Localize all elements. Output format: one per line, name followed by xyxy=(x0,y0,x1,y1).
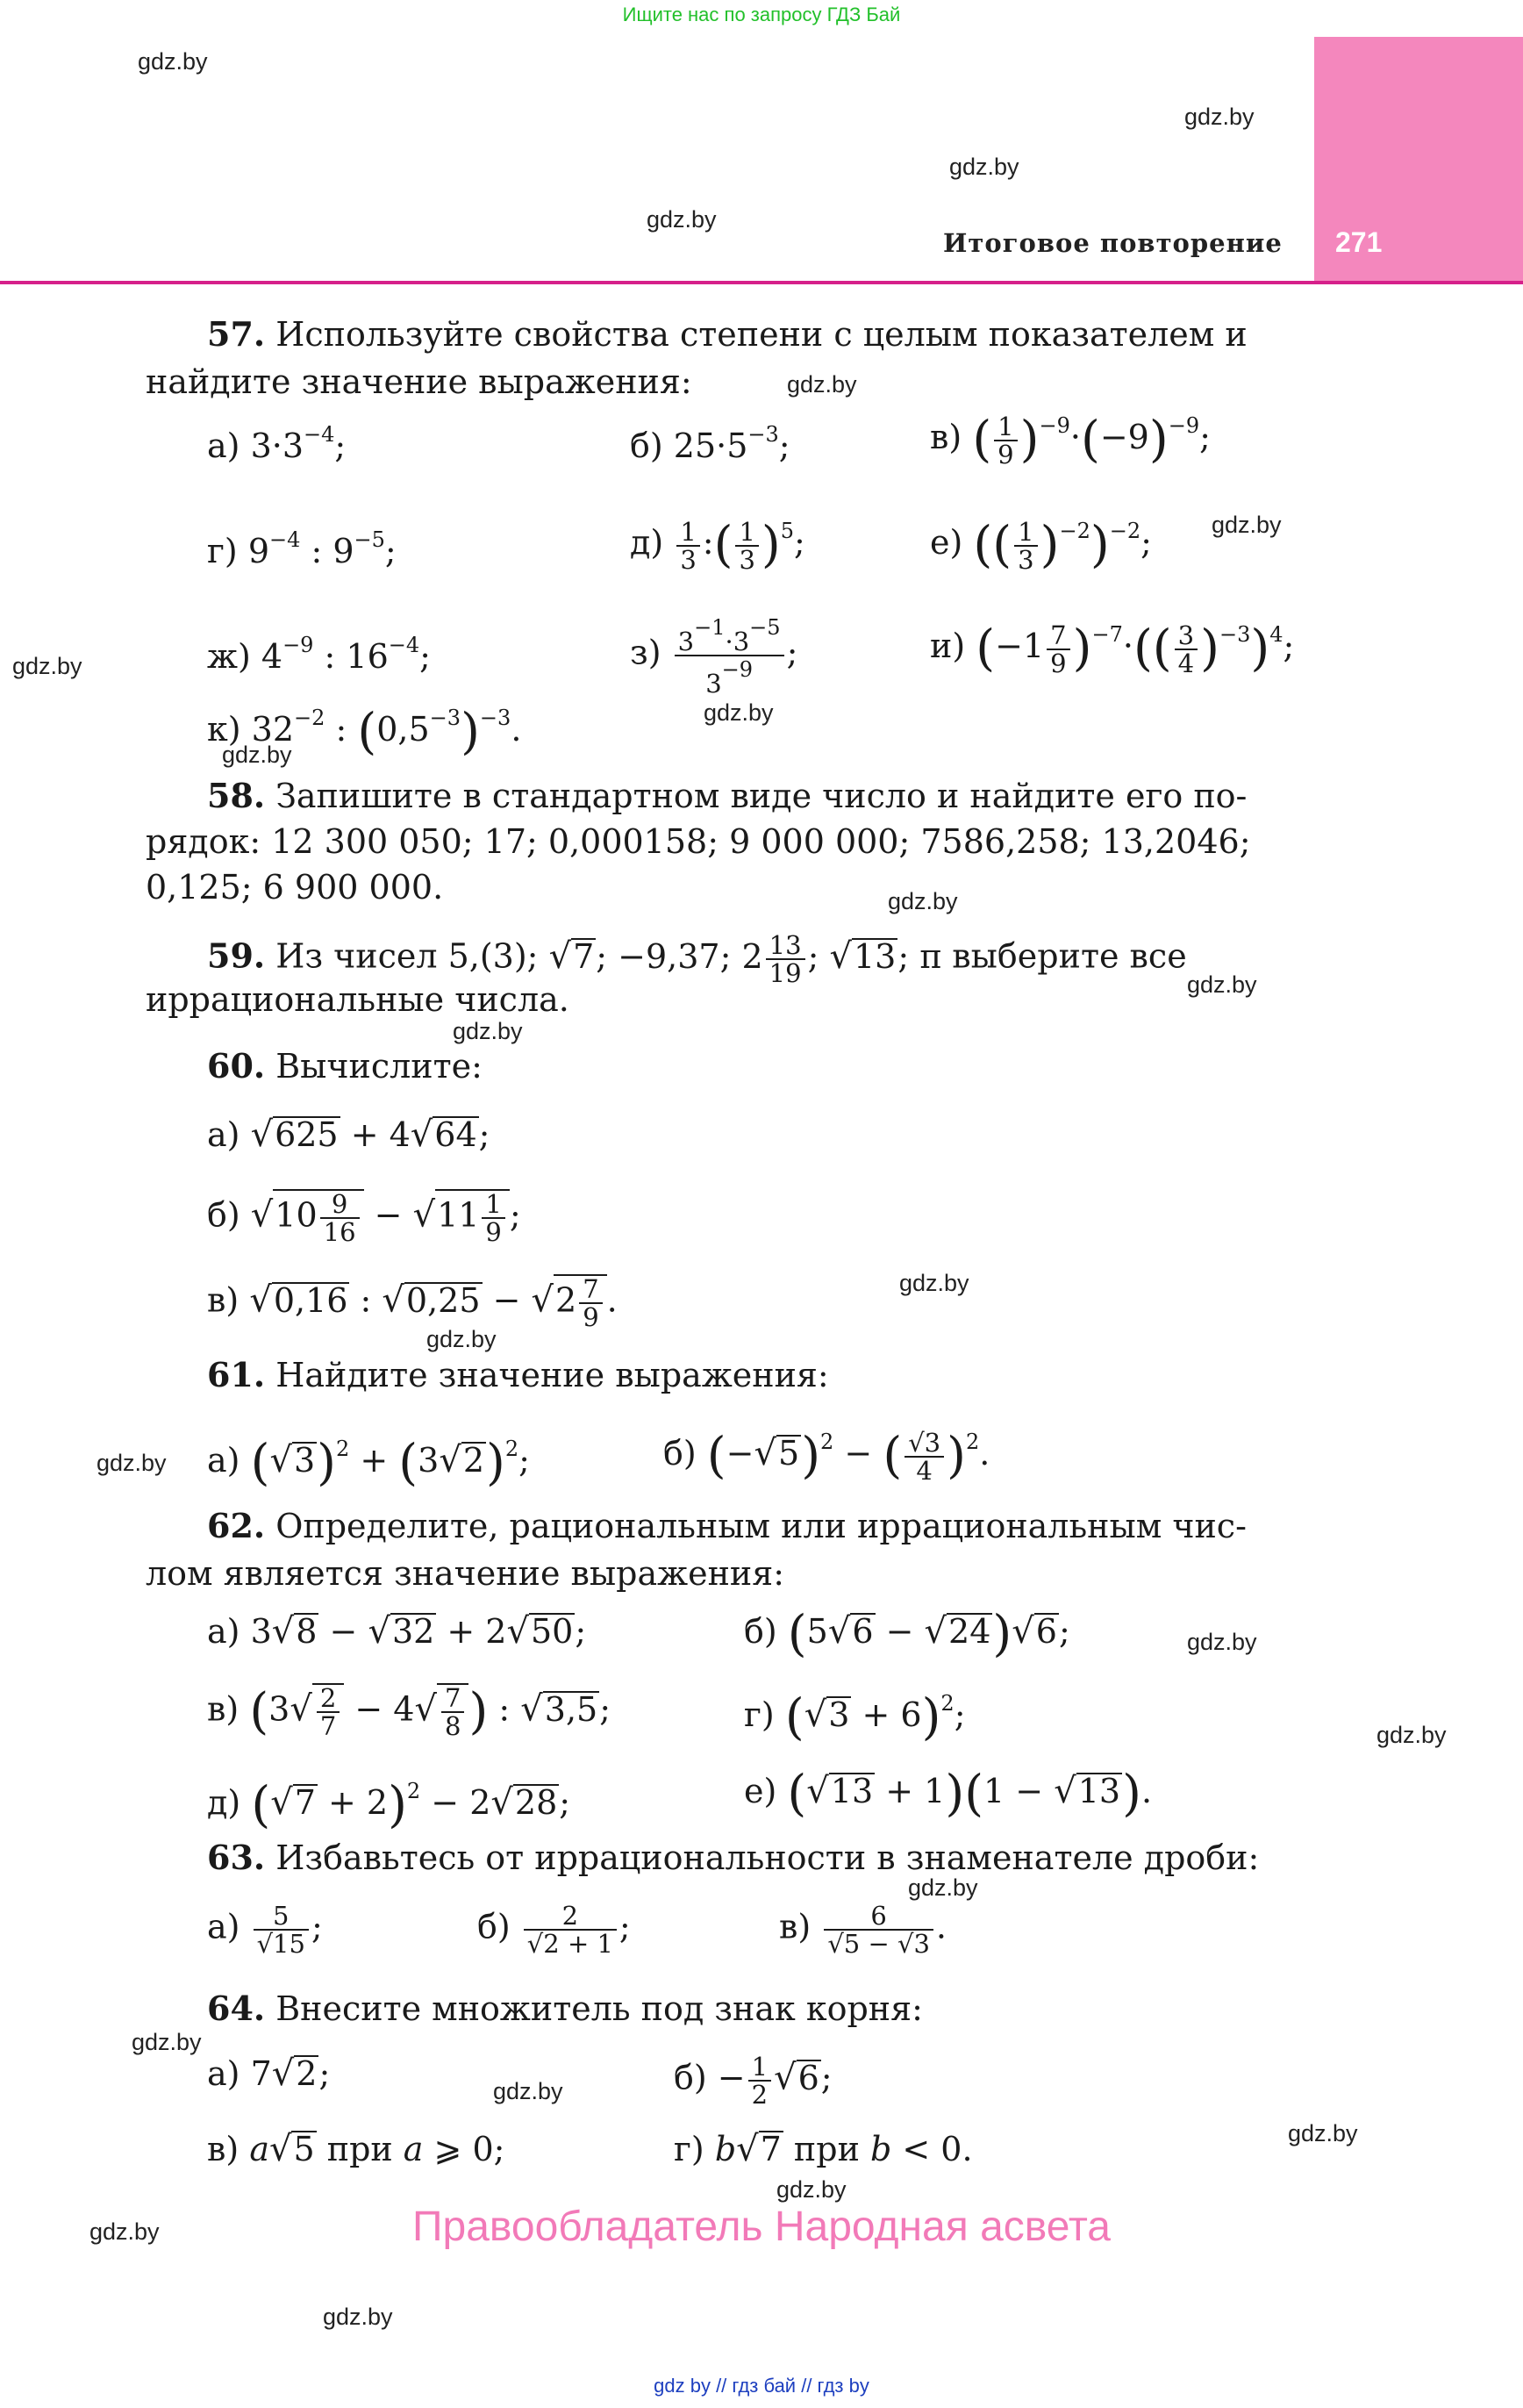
problem-number: 57. xyxy=(207,314,266,354)
problem-text: Избавьтесь от иррациональности в знаменателе дроби: xyxy=(275,1838,1260,1877)
expr-57z: з) $\frac{3^{-1}\cdot 3^{-5}}{3^{-9}}$ ; xyxy=(630,615,798,699)
expr-57zh: ж) $4^{-9}$ : $16^{-4}$; xyxy=(207,633,431,676)
problem-58-line2: рядок: 12 300 050; 17; 0,000158; 9 000 000; 7586,258; 13,2046; xyxy=(146,822,1251,861)
expr-63a: а) $\frac{5}{√15}$ ; xyxy=(207,1901,323,1959)
problem-text: Используйте свойства степени с целым показателем и xyxy=(275,315,1248,354)
item-label: з) xyxy=(630,633,661,672)
problem-62-line2: лом является значение выражения: xyxy=(146,1554,785,1593)
problem-number: 62. xyxy=(207,1506,266,1545)
item-label: в) xyxy=(207,1280,240,1320)
problem-61-title xyxy=(207,1355,829,1395)
item-label: б) xyxy=(744,1612,777,1651)
expr-60b: б) √10 $\frac{9}{16}$ − √11 $\frac{1}{9}$ ; xyxy=(207,1189,521,1247)
watermark: gdz.by xyxy=(1288,2120,1358,2146)
section-title: Итоговое повторение xyxy=(943,228,1283,258)
expr-61a: а) $(√3)^2 + (3√2)^2$; xyxy=(207,1434,530,1492)
expr-60v: в) √0,16 : √0,25 − √2 $\frac{7}{9}$ . xyxy=(207,1274,618,1332)
expr-60a: а) √625 + 4√64; xyxy=(207,1114,490,1155)
item-label: д) xyxy=(207,1783,241,1822)
item-label: б) xyxy=(630,426,663,465)
expr-62b: б) (5√6 − √24)√6; xyxy=(744,1605,1070,1663)
item-label: д) xyxy=(630,523,664,562)
item-label: б) xyxy=(663,1434,697,1473)
item-label: г) xyxy=(744,1695,775,1734)
problem-text: Внесите множитель под знак корня: xyxy=(275,1989,923,2028)
item-label: а) xyxy=(207,2054,240,2093)
expr-64b: б) − $\frac{1}{2}$ √6; xyxy=(674,2052,833,2110)
item-label: а) xyxy=(207,1441,240,1480)
watermark: gdz.by xyxy=(787,371,857,398)
problem-text: выберите все xyxy=(952,936,1187,976)
item-label: и) xyxy=(930,627,966,665)
problem-number: 58. xyxy=(207,776,266,815)
item-label: а) xyxy=(207,426,240,465)
expr-64v: в) a√5 при a ⩾ 0; xyxy=(207,2129,505,2169)
expr-57d: д) $\frac{1}{3}$ :( $\frac{1}{3}$ )$^5$; xyxy=(630,516,805,575)
problem-number: 61. xyxy=(207,1355,266,1394)
expr-62g: г) $(√3 + 6)^2$; xyxy=(744,1688,966,1746)
watermark: gdz.by xyxy=(1184,104,1255,130)
problem-59-line1 xyxy=(207,932,1187,986)
watermark: gdz.by xyxy=(888,888,958,914)
problem-60-title xyxy=(207,1046,483,1086)
expr-57k: к) $32^{-2}$ : $(0,5^{-3})^{-3}$. xyxy=(207,703,522,761)
watermark: gdz.by xyxy=(704,699,774,726)
watermark: gdz.by xyxy=(426,1326,497,1352)
item-label: б) xyxy=(207,1195,240,1235)
expr-62e: е) (√13 + 1)(1 − √13). xyxy=(744,1765,1153,1823)
problem-text: Вычислите: xyxy=(275,1047,483,1086)
problem-number: 59. xyxy=(207,935,266,976)
expr-57a: а) $3\cdot 3^{-4}$; xyxy=(207,422,347,465)
problem-62-line1 xyxy=(207,1506,1247,1546)
item-label: а) xyxy=(207,1612,240,1651)
watermark: gdz.by xyxy=(89,2218,160,2245)
watermark: gdz.by xyxy=(1376,1722,1447,1748)
problem-text: Определите, рациональным или иррациональным чис- xyxy=(275,1507,1247,1545)
expr-63b: б) $\frac{2}{√2 + 1}$ ; xyxy=(477,1901,631,1959)
watermark: gdz.by xyxy=(453,1018,523,1044)
expr-57e: е) (( $\frac{1}{3}$ )$^{-2}$)$^{-2}$; xyxy=(930,516,1152,575)
problem-58-line3: 0,125; 6 900 000. xyxy=(146,868,444,907)
item-label: ж) xyxy=(207,637,251,676)
expr-62v: в) (3√ $\frac{2}{7}$ − 4√ $\frac{7}{8}$ ) : √3,5; xyxy=(207,1683,611,1741)
expr-61b: б) $(-√5)^2$ − ( $\frac{√3}{4}$ )$^2$. xyxy=(663,1427,990,1486)
watermark: gdz.by xyxy=(12,653,82,679)
item-label: в) xyxy=(207,2130,240,2168)
item-label: в) xyxy=(930,418,962,456)
item-label: г) xyxy=(674,2130,704,2168)
item-label: а) xyxy=(207,1115,240,1154)
item-label: в) xyxy=(779,1907,812,1946)
watermark: gdz.by xyxy=(323,2304,393,2330)
item-label: к) xyxy=(207,710,241,749)
expr-62d: д) $(√7 + 2)^2 - 2√28$; xyxy=(207,1776,571,1834)
item-label: б) xyxy=(477,1907,511,1946)
problem-63-title xyxy=(207,1838,1259,1878)
expr-57b: б) $25\cdot 5^{-3}$; xyxy=(630,422,790,465)
item-label: в) xyxy=(207,1689,240,1729)
watermark: gdz.by xyxy=(1187,1629,1257,1655)
problem-57-line1 xyxy=(207,314,1248,355)
watermark: gdz.by xyxy=(908,1874,978,1901)
problem-64-title xyxy=(207,1989,923,2029)
watermark: gdz.by xyxy=(647,206,717,233)
problem-text: Из чисел 5,(3); xyxy=(275,936,539,976)
problem-59-line2: иррациональные числа. xyxy=(146,980,569,1019)
expr-64a: а) 7√2; xyxy=(207,2053,331,2094)
watermark: gdz.by xyxy=(1212,512,1282,538)
problem-text: Найдите значение выражения: xyxy=(275,1356,829,1394)
watermark: gdz.by xyxy=(138,48,208,75)
expr-57i: и) (−1 $\frac{7}{9}$ )$^{-7}$·(( $\frac{3}{4}$ )$^{-3}$)$^4$; xyxy=(930,620,1295,678)
expr-57g: г) $9^{-4}$ : $9^{-5}$; xyxy=(207,527,397,570)
watermark: gdz.by xyxy=(949,154,1019,180)
header-divider xyxy=(0,281,1523,284)
math-list: √7; −9,37; 2 $\frac{13}{19}$ ; √13; π xyxy=(548,930,942,988)
watermark: gdz.by xyxy=(97,1450,167,1476)
item-label: е) xyxy=(930,523,963,562)
problem-58-line1 xyxy=(207,776,1247,816)
search-banner[interactable]: Ищите нас по запросу ГДЗ Бай xyxy=(622,4,901,25)
expr-63v: в) $\frac{6}{√5 - √3}$ . xyxy=(779,1901,947,1959)
copyright-notice: Правообладатель Народная асвета xyxy=(412,2204,1111,2250)
problem-number: 60. xyxy=(207,1046,266,1086)
problem-text: Запишите в стандартном виде число и найдите его по- xyxy=(275,777,1248,815)
item-label: а) xyxy=(207,1907,240,1946)
watermark: gdz.by xyxy=(493,2078,563,2104)
watermark: gdz.by xyxy=(776,2176,847,2203)
item-label: б) xyxy=(674,2058,707,2097)
expr-64g: г) b√7 при b < 0. xyxy=(674,2129,973,2169)
item-label: г) xyxy=(207,532,238,570)
problem-number: 64. xyxy=(207,1989,266,2028)
watermark: gdz.by xyxy=(1187,971,1257,998)
footer-links[interactable]: gdz by // гдз бай // гдз by xyxy=(654,2375,869,2397)
problem-number: 63. xyxy=(207,1838,266,1877)
problem-57-line2: найдите значение выражения: xyxy=(146,362,692,401)
expr-62a: а) 3√8 − √32 + 2√50; xyxy=(207,1611,587,1652)
watermark: gdz.by xyxy=(222,742,292,768)
item-label: е) xyxy=(744,1772,777,1810)
page-number: 271 xyxy=(1335,226,1383,258)
watermark: gdz.by xyxy=(899,1270,969,1296)
expr-57c: в) ( $\frac{1}{9}$ )$^{-9}\cdot(-9)^{-9}$; xyxy=(930,411,1211,469)
watermark: gdz.by xyxy=(132,2029,202,2055)
